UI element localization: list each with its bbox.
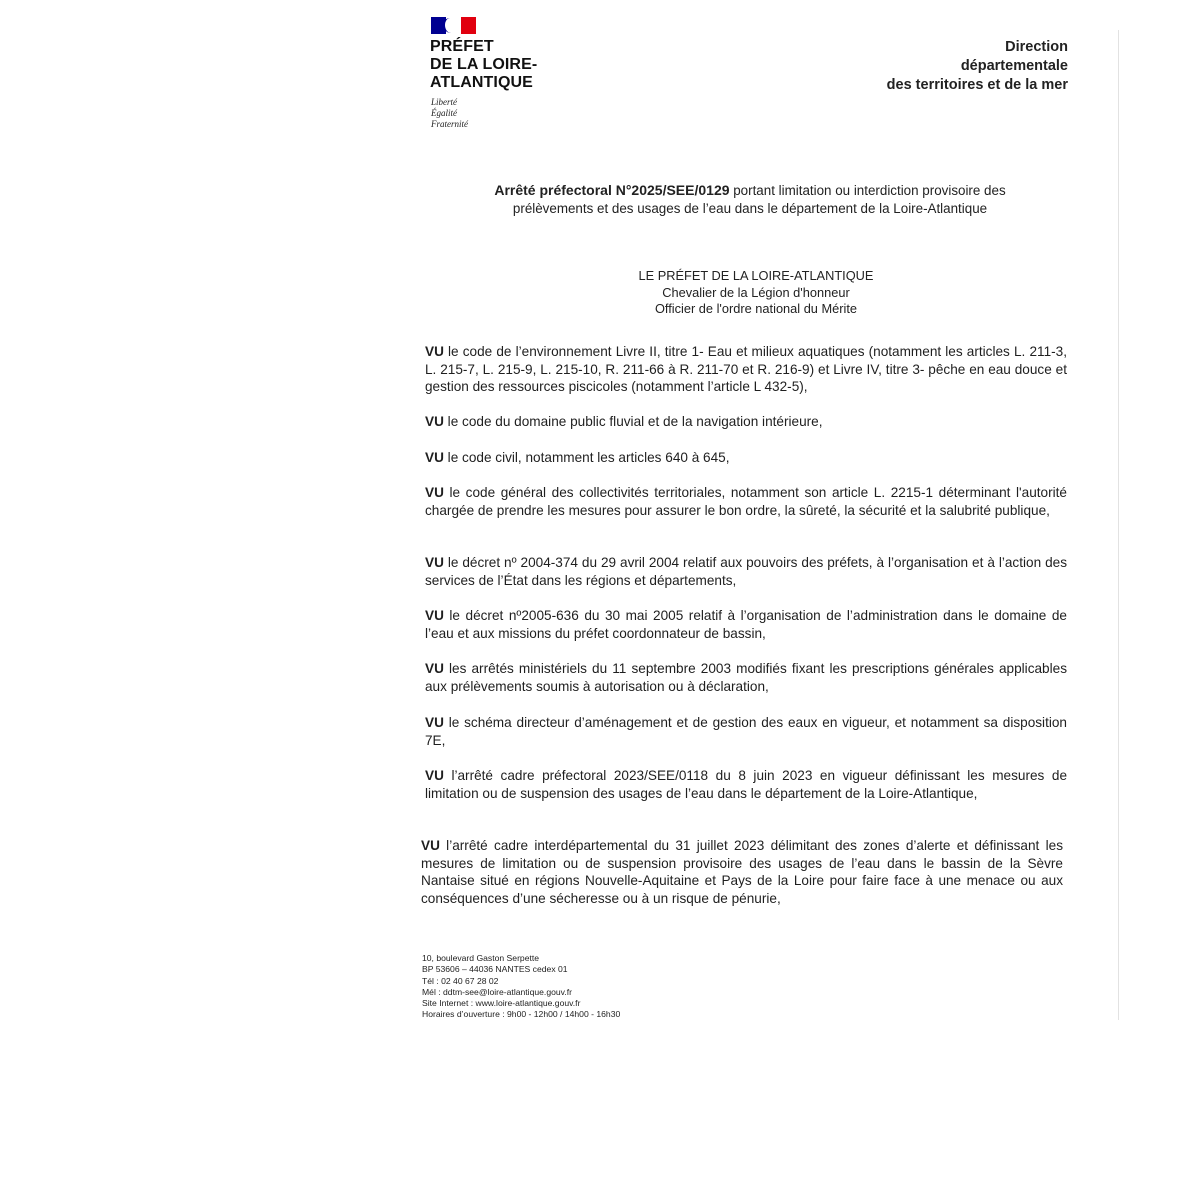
vu-keyword: VU bbox=[425, 450, 444, 465]
prefet-honour-2: Officier de l'ordre national du Mérite bbox=[654, 301, 858, 316]
vu-keyword: VU bbox=[425, 485, 444, 500]
footer-address bbox=[422, 953, 620, 1021]
arrete-number: Arrêté préfectoral N°2025/SEE/0129 bbox=[494, 182, 730, 198]
devise bbox=[431, 97, 468, 130]
vu-keyword: VU bbox=[421, 838, 440, 853]
prefet-line-1: PRÉFET bbox=[430, 38, 494, 55]
vu-text: le décret nº2005-636 du 30 mai 2005 relatif à l’organisation de l’administration dans le domaine de l’eau et aux missions du préfet coordonnateur de bassin, bbox=[425, 608, 1067, 641]
arrete-title-rest: portant limitation ou interdiction provisoire des bbox=[729, 183, 1006, 198]
vu-paragraph bbox=[425, 554, 1067, 589]
arrete-title bbox=[430, 181, 1070, 218]
prefet-line-2: DE LA LOIRE- bbox=[430, 56, 538, 73]
vu-paragraph bbox=[425, 343, 1067, 396]
footer-line: 10, boulevard Gaston Serpette bbox=[422, 953, 540, 963]
vu-text: le décret nº 2004-374 du 29 avril 2004 relatif aux pouvoirs des préfets, à l’organisation et à l’action des services de l’État dans les régions et départements, bbox=[425, 555, 1067, 588]
vu-text: le code du domaine public fluvial et de la navigation intérieure, bbox=[443, 414, 823, 429]
vu-keyword: VU bbox=[425, 661, 444, 676]
vu-text: le code de l’environnement Livre II, titre 1- Eau et milieux aquatiques (notamment les articles L. 211-3, L. 215-7, L. 215-9, L. 215-10, R. 211-66 à R. 211-70 et R. 216-9) et Livre IV, titre 3- pêche en eau douce et gestion des ressources piscicoles (notamment l’article L 432-5), bbox=[425, 344, 1067, 394]
devise-fraternite: Fraternité bbox=[431, 119, 468, 129]
vu-keyword: VU bbox=[425, 608, 444, 623]
vu-paragraph bbox=[421, 837, 1063, 907]
marianne-logo-icon bbox=[431, 17, 476, 34]
scan-edge-line bbox=[1118, 30, 1119, 1020]
vu-text: le schéma directeur d’aménagement et de gestion des eaux en vigueur, et notamment sa disposition 7E, bbox=[425, 715, 1067, 748]
vu-keyword: VU bbox=[425, 344, 444, 359]
vu-paragraph bbox=[425, 714, 1067, 749]
footer-website: Site Internet : www.loire-atlantique.gouv.fr bbox=[422, 998, 581, 1009]
prefet-line-3: ATLANTIQUE bbox=[430, 74, 533, 91]
vu-paragraph bbox=[425, 607, 1067, 642]
direction-line-1: Direction bbox=[1005, 39, 1068, 55]
vu-text: les arrêtés ministériels du 11 septembre 2003 modifiés fixant les prescriptions générales applicables aux prélèvements soumis à autorisation ou à déclaration, bbox=[425, 661, 1067, 694]
footer-line: BP 53606 – 44036 NANTES cedex 01 bbox=[422, 964, 568, 975]
devise-egalite: Égalité bbox=[431, 108, 457, 118]
vu-keyword: VU bbox=[425, 414, 444, 429]
vu-paragraph bbox=[425, 660, 1067, 695]
vu-paragraph bbox=[425, 449, 1067, 467]
flag-red-band bbox=[461, 17, 476, 34]
vu-text: le code civil, notamment les articles 640 à 645, bbox=[443, 450, 730, 465]
footer-hours: Horaires d’ouverture : 9h00 - 12h00 / 14h00 - 16h30 bbox=[422, 1009, 621, 1020]
direction-heading bbox=[887, 38, 1068, 95]
prefet-block bbox=[546, 268, 966, 318]
vu-paragraph bbox=[425, 767, 1067, 802]
devise-liberte: Liberté bbox=[431, 97, 457, 107]
direction-line-2: départementale bbox=[960, 58, 1068, 74]
vu-text: l’arrêté cadre préfectoral 2023/SEE/0118 du 8 juin 2023 en vigueur définissant les mesures de limitation ou de suspension des usages de l’eau dans le département de la Loire-Atlantique, bbox=[425, 768, 1067, 801]
footer-phone: Tél : 02 40 67 28 02 bbox=[422, 975, 499, 986]
footer-email: Mél : ddtm-see@loire-atlantique.gouv.fr bbox=[422, 986, 572, 997]
vu-keyword: VU bbox=[425, 715, 444, 730]
prefet-name: LE PRÉFET DE LA LOIRE-ATLANTIQUE bbox=[638, 268, 874, 283]
vu-text: l’arrêté cadre interdépartemental du 31 juillet 2023 délimitant des zones d’alerte et définissant les mesures de limitation ou de suspension provisoire des usages de l’eau dans le bassin de la Sèvre Nantaise situé en régions Nouvelle-Aquitaine et Pays de la Loire pour faire face à une menace ou aux conséquences d’une sécheresse ou à un risque de pénurie, bbox=[421, 838, 1063, 906]
vu-keyword: VU bbox=[425, 555, 444, 570]
marianne-profile-icon bbox=[443, 18, 459, 33]
direction-line-3: des territoires et de la mer bbox=[886, 77, 1068, 93]
vu-paragraph bbox=[425, 413, 1067, 431]
vu-text: le code général des collectivités territoriales, notamment son article L. 2215-1 déterminant l'autorité chargée de prendre les mesures pour assurer le bon ordre, la sûreté, la sécurité et la salubrité publique, bbox=[425, 485, 1067, 518]
vu-keyword: VU bbox=[425, 768, 444, 783]
vu-paragraph bbox=[425, 484, 1067, 519]
prefet-title bbox=[430, 38, 537, 92]
arrete-title-line2: prélèvements et des usages de l’eau dans le département de la Loire-Atlantique bbox=[512, 201, 988, 216]
prefet-honour-1: Chevalier de la Légion d'honneur bbox=[662, 284, 850, 300]
